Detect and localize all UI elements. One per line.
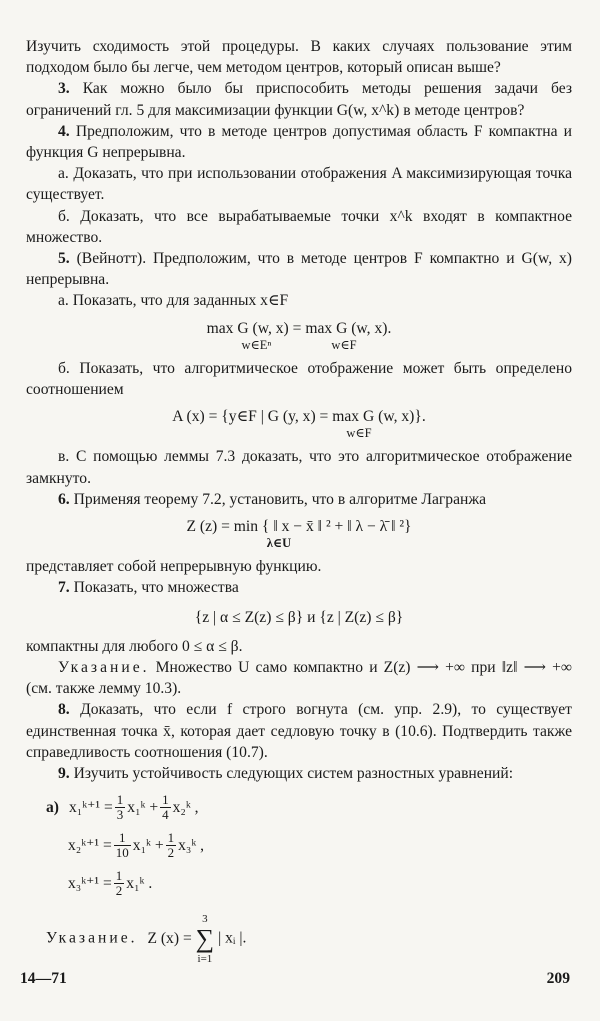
fraction-1-4 [160,793,171,822]
hint-2 [46,912,572,966]
fraction-numerator: 1 [114,831,131,846]
system-row-2 [46,830,572,860]
exercise-5-text: (Вейнотт). Предположим, что в методе центров F компактно и G(w, x) непрерывна. [26,250,572,289]
hint-1-label: Указание. [58,659,150,677]
hint-1-text: Множество U само компактно и Z(z) ⟶ +∞ при ‖z‖ ⟶ +∞ (см. также лемму 10.3). [26,659,572,698]
system-3-term-1: x₁ᵏ . [126,874,153,892]
exercise-4-text: Предположим, что в методе центров допустимая область F компактна и функция G непрерывна. [26,122,572,162]
summation-sign: ∑ [195,924,215,954]
exercise-4b: б. Доказать, что все вырабатываемые точки x^k входят в компактное множество. [26,207,572,246]
summation [196,912,215,966]
exercise-4a: а. Доказать, что при использовании отображения A максимизирующая точка существует. [26,165,572,204]
fraction-denominator: 3 [116,806,124,822]
fraction-1-2 [166,831,177,860]
equation-4: {z | α ≤ Z(z) ≤ β} и {z | Z(z) ≤ β} [194,608,404,626]
fraction-denominator: 2 [167,844,175,860]
fraction-numerator: 1 [162,791,169,807]
equation-1-subscripts [26,339,572,352]
system-1-term-1: x₁ᵏ + [127,798,159,816]
exercise-6-text: Применяя теорему 7.2, установить, что в алгоритме Лагранжа [73,490,487,508]
exercise-6-end: представляет собой непрерывную функцию. [26,558,322,576]
equation-3 [26,516,572,550]
fraction-numerator: 1 [167,829,175,845]
hint-2-rhs: | xᵢ |. [218,929,247,947]
system-2-lhs: x₂ᵏ⁺¹ = [68,836,112,854]
equation-2 [26,406,572,440]
exercise-8 [26,699,572,763]
fraction-denominator: 4 [162,806,169,822]
equation-2-formula: A (x) = {y∈F | G (y, x) = max G (w, x)}. [172,408,426,426]
signature-mark: 14—71 [20,970,67,987]
page-number: 209 [546,970,570,987]
fraction-numerator: 1 [116,791,124,807]
exercise-5b: б. Показать, что алгоритмическое отображение может быть определено соотношением [26,359,572,399]
exercise-6 [26,489,572,510]
exercise-3-text: Как можно было бы приспособить методы решения задачи без ограничений гл. 5 для максимизации функции G(w, x^k) в методе центров? [26,80,572,119]
exercise-4 [26,121,572,163]
summation-upper: 3 [202,913,208,926]
equation-1-sub-right: w∈F [331,337,357,352]
system-2-term-2: x₃ᵏ , [178,836,205,854]
system-row-1 [46,792,572,822]
fraction-numerator: 1 [115,867,123,883]
fraction-1-10 [114,831,131,860]
exercise-9-number: 9. [58,765,70,783]
equation-1 [26,318,572,352]
system-3-lhs: x₃ᵏ⁺¹ = [68,874,112,892]
page-footer [20,968,570,989]
equation-3-formula: Z (z) = min { ‖ x − x̄ ‖ ² + ‖ λ − λ̄ ‖ ²} [186,518,412,536]
hint-2-lhs: Z (x) = [147,929,192,947]
exercise-6-number: 6. [58,490,70,508]
fraction-1-3 [115,793,126,822]
equation-2-subscript: w∈F [346,426,372,441]
exercise-4-number: 4. [58,122,70,140]
hint-2-label: Указание. [46,929,138,947]
system-2-term-1: x₁ᵏ + [132,836,164,854]
difference-system [46,792,572,898]
exercise-8-number: 8. [58,701,70,719]
paragraph-intro: Изучить сходимость этой процедуры. В каких случаях пользование этим подходом было бы легче, чем методом центров, который описан выше? [26,38,572,77]
exercise-5 [26,248,572,290]
exercise-5a: а. Показать, что для заданных x∈F [58,292,289,310]
system-1-lhs: x₁ᵏ⁺¹ = [69,798,113,816]
system-row-3 [46,868,572,898]
summation-lower: i=1 [197,953,213,966]
hint-1 [26,657,572,699]
fraction-denominator: 2 [115,882,123,898]
fraction-1-2b [114,869,125,898]
page-body [26,36,572,966]
exercise-3-number: 3. [58,80,70,98]
exercise-7-text: Показать, что множества [73,579,239,597]
exercise-9 [26,763,572,784]
equation-1-sub-left: w∈Eⁿ [241,337,272,352]
exercise-3 [26,78,572,120]
exercise-9-text: Изучить устойчивость следующих систем разностных уравнений: [73,765,514,783]
exercise-7-number: 7. [58,579,70,597]
exercise-7 [26,577,572,598]
exercise-5c: в. С помощью леммы 7.3 доказать, что это алгоритмическое отображение замкнуто. [26,448,572,487]
exercise-8-text: Доказать, что если f строго вогнута (см. упр. 2.9), то существует единственная точка x̄, которая дает седловую точку в (10.6). Подтвердить также справедливость соотношения (10.7). [26,701,572,761]
system-1-term-2: x₂ᵏ , [172,798,199,816]
equation-1-formula: max G (w, x) = max G (w, x). [206,319,392,337]
equation-3-subscript: λ∈U [266,536,292,551]
exercise-7-end: компактны для любого 0 ≤ α ≤ β. [26,637,243,655]
fraction-denominator: 10 [115,844,129,860]
exercise-5-number: 5. [58,250,70,268]
system-label: а) [46,798,59,816]
